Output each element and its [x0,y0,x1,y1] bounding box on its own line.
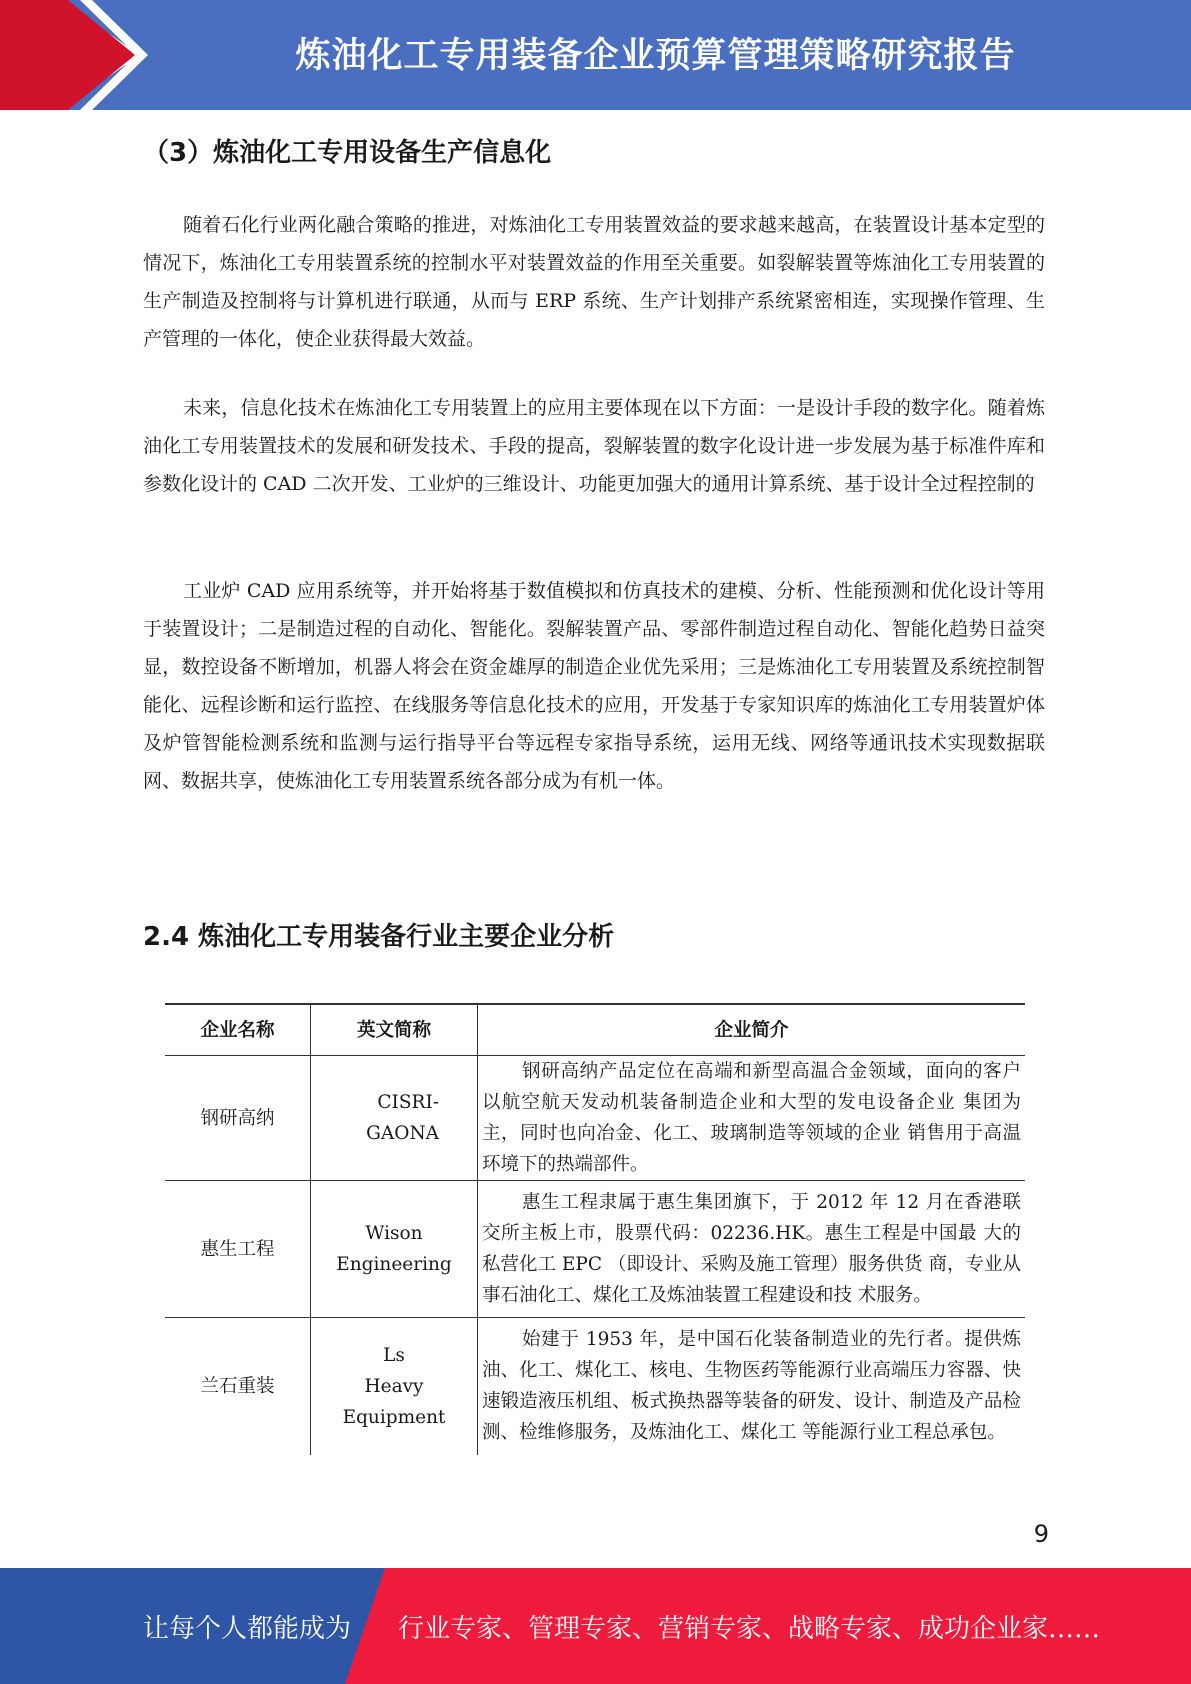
company-name: 钢研高纳 [165,1056,311,1181]
page-header [0,0,1191,110]
english-name-line: Ls [383,1344,405,1366]
section-heading: 2.4 炼油化工专用装备行业主要企业分析 [143,922,615,952]
english-name-line: Engineering [336,1254,452,1275]
table-row [165,1318,1025,1455]
table-header-row [165,1004,1025,1056]
company-intro: 惠生工程隶属于惠生集团旗下，于 2012 年 12 月在香港联交所主板上市，股票代码：02236.HK。惠生工程是中国最 大的私营化工 EPC （即设计、采购及施工管理）服务供货 商，专业从事石油化工、煤化工及炼油装置工程建设和技 术服务。 [478,1181,1026,1318]
english-name-line: Equipment [342,1406,446,1428]
english-name-line: GAONA [366,1123,439,1144]
page-footer [0,1568,1191,1684]
table-row [165,1181,1025,1318]
company-english-name [311,1181,478,1318]
english-name-line: CISRI- [377,1092,439,1113]
report-title: 炼油化工专用装备企业预算管理策略研究报告 [295,36,1016,76]
footer-slogan-right: 行业专家、管理专家、营销专家、战略专家、成功企业家…… [398,1614,1101,1644]
page-number: 9 [1033,1520,1049,1548]
company-table [165,1003,1025,1455]
column-header: 企业名称 [165,1004,311,1056]
company-intro: 钢研高纳产品定位在高端和新型高温合金领域，面向的客户以航空航天发动机装备制造企业和大型的发电设备企业 集团为主，同时也向冶金、化工、玻璃制造等领域的企业 销售用于高温环境下的热端部件。 [478,1056,1026,1181]
english-name-line: Wison [365,1223,423,1244]
subsection-heading: （3）炼油化工专用设备生产信息化 [143,138,552,168]
footer-slogan-left: 让每个人都能成为 [143,1614,352,1644]
company-english-name [311,1056,478,1181]
english-name-line: Heavy [364,1375,424,1397]
company-english-name [311,1318,478,1455]
company-name: 惠生工程 [165,1181,311,1318]
paragraph: 未来，信息化技术在炼油化工专用装置上的应用主要体现在以下方面：一是设计手段的数字化。随着炼油化工专用装置技术的发展和研发技术、手段的提高，裂解装置的数字化设计进一步发展为基于标准件库和参数化设计的 CAD 二次开发、工业炉的三维设计、功能更加强大的通用计算系统、基于设计全过程控制的 [143,397,1045,495]
paragraph: 工业炉 CAD 应用系统等，并开始将基于数值模拟和仿真技术的建模、分析、性能预测和优化设计等用于装置设计；二是制造过程的自动化、智能化。裂解装置产品、零部件制造过程自动化、智能化趋势日益突显，数控设备不断增加，机器人将会在资金雄厚的制造企业优先采用；三是炼油化工专用装置及系统控制智能化、远程诊断和运行监控、在线服务等信息化技术的应用，开发基于专家知识库的炼油化工专用装置炉体及炉管智能检测系统和监测与运行指导平台等远程专家指导系统，运用无线、网络等通讯技术实现数据联网、数据共享，使炼油化工专用装置系统各部分成为有机一体。 [143,580,1045,792]
column-header: 企业简介 [478,1004,1026,1056]
company-name: 兰石重装 [165,1318,311,1455]
table-row [165,1056,1025,1181]
column-header: 英文简称 [311,1004,478,1056]
company-intro: 始建于 1953 年，是中国石化装备制造业的先行者。提供炼 油、化工、煤化工、核电、生物医药等能源行业高端压力容器、快速锻造液压机组、板式换热器等装备的研发、设计、制造及产品检测、检维修服务，及炼油化工、煤化工 等能源行业工程总承包。 [482,1329,1021,1444]
paragraph: 随着石化行业两化融合策略的推进，对炼油化工专用装置效益的要求越来越高，在装置设计基本定型的情况下，炼油化工专用装置系统的控制水平对装置效益的作用至关重要。如裂解装置等炼油化工专用装置的生产制造及控制将与计算机进行联通，从而与 ERP 系统、生产计划排产系统紧密相连，实现操作管理、生产管理的一体化，使企业获得最大效益。 [143,214,1045,350]
